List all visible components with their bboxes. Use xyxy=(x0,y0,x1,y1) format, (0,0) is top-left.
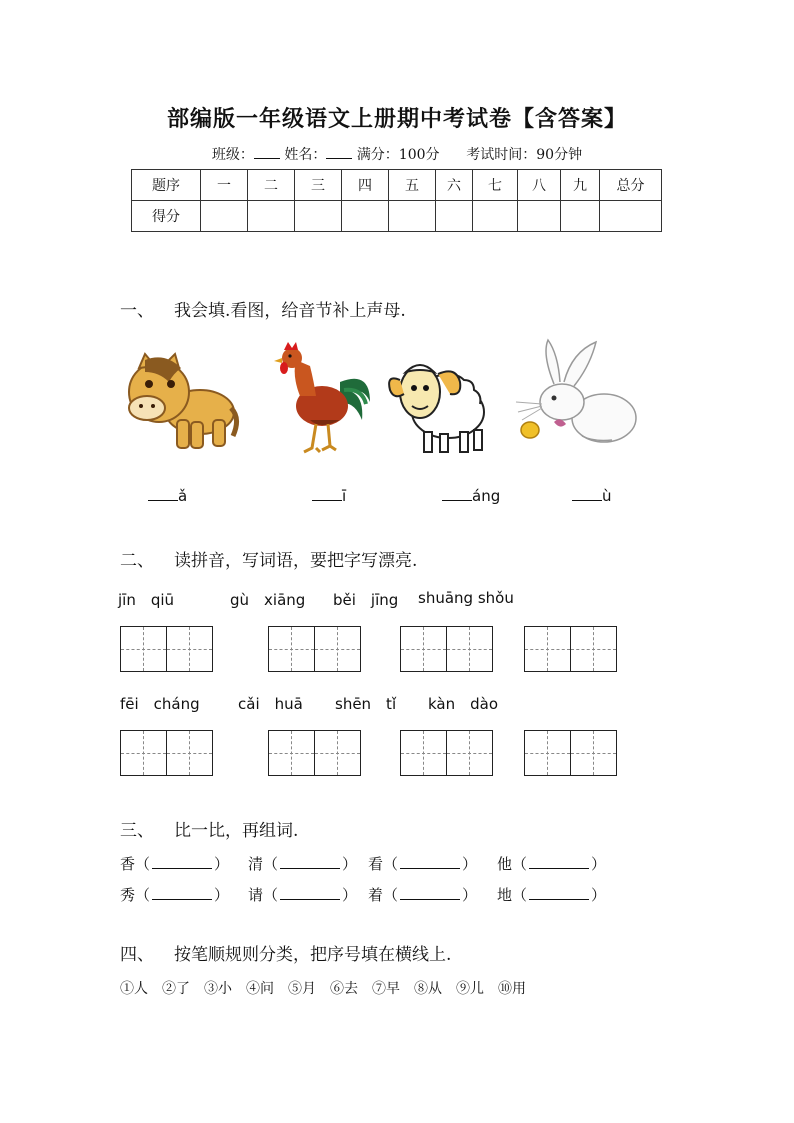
compare-char: 地 xyxy=(497,886,513,904)
writing-grid[interactable] xyxy=(120,730,213,776)
pinyin-word: jīn qiū xyxy=(118,591,175,609)
rooster-icon xyxy=(270,340,372,458)
horse-icon xyxy=(125,350,240,452)
section-title: 读拼音，写词语，要把字写漂亮. xyxy=(174,551,418,571)
compare-item xyxy=(248,853,357,874)
header-cell: 九 xyxy=(561,170,600,201)
score-cell[interactable] xyxy=(600,201,662,232)
score-cell[interactable] xyxy=(518,201,561,232)
score-cell[interactable] xyxy=(436,201,473,232)
paren-close: ） xyxy=(462,855,478,873)
compare-item xyxy=(497,853,606,874)
paren-open: （ xyxy=(383,855,399,873)
compare-item xyxy=(368,884,477,905)
paren-close: ） xyxy=(342,855,358,873)
compare-char: 看 xyxy=(368,855,384,873)
initial-blank[interactable] xyxy=(312,486,342,501)
answer-blank[interactable] xyxy=(400,856,460,869)
answer-blank[interactable] xyxy=(152,856,212,869)
initial-blank[interactable] xyxy=(148,486,178,501)
syllable-final: áng xyxy=(472,487,501,505)
writing-grid[interactable] xyxy=(268,626,361,672)
header-cell: 八 xyxy=(518,170,561,201)
stroke-item: ①人 xyxy=(120,981,148,997)
compare-char: 清 xyxy=(248,855,264,873)
answer-blank[interactable] xyxy=(400,887,460,900)
paren-open: （ xyxy=(512,855,528,873)
stroke-item: ⑤月 xyxy=(288,981,316,997)
syllable-final: ǎ xyxy=(178,487,188,505)
paren-close: ） xyxy=(214,886,230,904)
writing-grid[interactable] xyxy=(400,626,493,672)
sheep-icon xyxy=(386,350,490,460)
initial-blank[interactable] xyxy=(442,486,472,501)
syllable-1 xyxy=(148,486,187,505)
answer-blank[interactable] xyxy=(529,856,589,869)
stroke-item: ⑩用 xyxy=(498,981,526,997)
syllable-final: ù xyxy=(602,487,612,505)
section-number: 一、 xyxy=(120,301,154,321)
header-cell: 五 xyxy=(389,170,436,201)
compare-char: 秀 xyxy=(120,886,136,904)
exam-time: 考试时间：90分钟 xyxy=(466,147,583,163)
writing-grid[interactable] xyxy=(120,626,213,672)
pinyin-word: cǎi huā xyxy=(238,695,303,713)
paren-open: （ xyxy=(263,886,279,904)
paren-open: （ xyxy=(512,886,528,904)
rabbit-icon xyxy=(512,338,640,450)
stroke-order-items xyxy=(120,978,540,998)
answer-blank[interactable] xyxy=(280,887,340,900)
initial-blank[interactable] xyxy=(572,486,602,501)
paren-open: （ xyxy=(383,886,399,904)
writing-grid[interactable] xyxy=(400,730,493,776)
paren-close: ） xyxy=(591,886,607,904)
score-cell[interactable] xyxy=(389,201,436,232)
page-title: 部编版一年级语文上册期中考试卷【含答案】 xyxy=(166,106,627,132)
score-cell[interactable] xyxy=(473,201,518,232)
score-cell[interactable] xyxy=(342,201,389,232)
stroke-item: ⑥去 xyxy=(330,981,358,997)
class-blank[interactable] xyxy=(254,146,280,159)
score-cell[interactable] xyxy=(201,201,248,232)
compare-char: 着 xyxy=(368,886,384,904)
paren-close: ） xyxy=(462,886,478,904)
section-2-heading xyxy=(120,546,417,571)
paren-close: ） xyxy=(342,886,358,904)
section-title: 按笔顺规则分类，把序号填在横线上. xyxy=(174,945,452,965)
score-cell[interactable] xyxy=(561,201,600,232)
compare-item xyxy=(120,853,229,874)
compare-item xyxy=(368,853,477,874)
answer-blank[interactable] xyxy=(152,887,212,900)
writing-grid[interactable] xyxy=(524,626,617,672)
answer-blank[interactable] xyxy=(529,887,589,900)
section-number: 三、 xyxy=(120,821,154,841)
score-row xyxy=(132,201,662,232)
score-cell[interactable] xyxy=(295,201,342,232)
pinyin-word: shēn tǐ xyxy=(335,695,397,713)
header-cell: 总分 xyxy=(600,170,662,201)
writing-grid[interactable] xyxy=(268,730,361,776)
score-row-label: 得分 xyxy=(132,201,201,232)
stroke-item: ⑦早 xyxy=(372,981,400,997)
stroke-item: ⑧从 xyxy=(414,981,442,997)
paren-close: ） xyxy=(591,855,607,873)
pinyin-word: fēi cháng xyxy=(120,695,200,713)
header-cell: 七 xyxy=(473,170,518,201)
section-number: 四、 xyxy=(120,945,154,965)
paren-close: ） xyxy=(214,855,230,873)
stroke-item: ②了 xyxy=(162,981,190,997)
pinyin-word: gù xiāng xyxy=(230,591,306,609)
writing-grid[interactable] xyxy=(524,730,617,776)
score-table xyxy=(131,169,662,232)
paren-open: （ xyxy=(135,886,151,904)
syllable-2 xyxy=(312,486,346,505)
header-cell: 六 xyxy=(436,170,473,201)
compare-char: 请 xyxy=(248,886,264,904)
section-3-heading xyxy=(120,816,298,841)
compare-item xyxy=(497,884,606,905)
score-cell[interactable] xyxy=(248,201,295,232)
syllable-final: ī xyxy=(342,487,347,505)
name-label: 姓名： xyxy=(284,147,327,163)
header-cell: 二 xyxy=(248,170,295,201)
stroke-item: ⑨儿 xyxy=(456,981,484,997)
exam-info xyxy=(0,144,794,164)
answer-blank[interactable] xyxy=(280,856,340,869)
section-number: 二、 xyxy=(120,551,154,571)
header-cell: 四 xyxy=(342,170,389,201)
section-1-heading xyxy=(120,296,406,321)
header-cell: 题序 xyxy=(132,170,201,201)
paren-open: （ xyxy=(263,855,279,873)
stroke-item: ④问 xyxy=(246,981,274,997)
stroke-item: ③小 xyxy=(204,981,232,997)
compare-char: 他 xyxy=(497,855,513,873)
syllable-3 xyxy=(442,486,500,505)
section-title: 我会填.看图，给音节补上声母. xyxy=(174,301,406,321)
header-cell: 一 xyxy=(201,170,248,201)
compare-item xyxy=(120,884,229,905)
section-4-heading xyxy=(120,940,451,965)
full-score: 满分：100分 xyxy=(356,147,440,163)
compare-char: 香 xyxy=(120,855,136,873)
paren-open: （ xyxy=(135,855,151,873)
section-title: 比一比，再组词. xyxy=(174,821,299,841)
pinyin-word: kàn dào xyxy=(428,695,499,713)
header-cell: 三 xyxy=(295,170,342,201)
name-blank[interactable] xyxy=(326,146,352,159)
class-label: 班级： xyxy=(211,147,254,163)
syllable-4 xyxy=(572,486,612,505)
pinyin-word: shuāng shǒu xyxy=(418,589,514,607)
pinyin-word: běi jīng xyxy=(333,591,399,609)
compare-item xyxy=(248,884,357,905)
score-header-row xyxy=(132,170,662,201)
